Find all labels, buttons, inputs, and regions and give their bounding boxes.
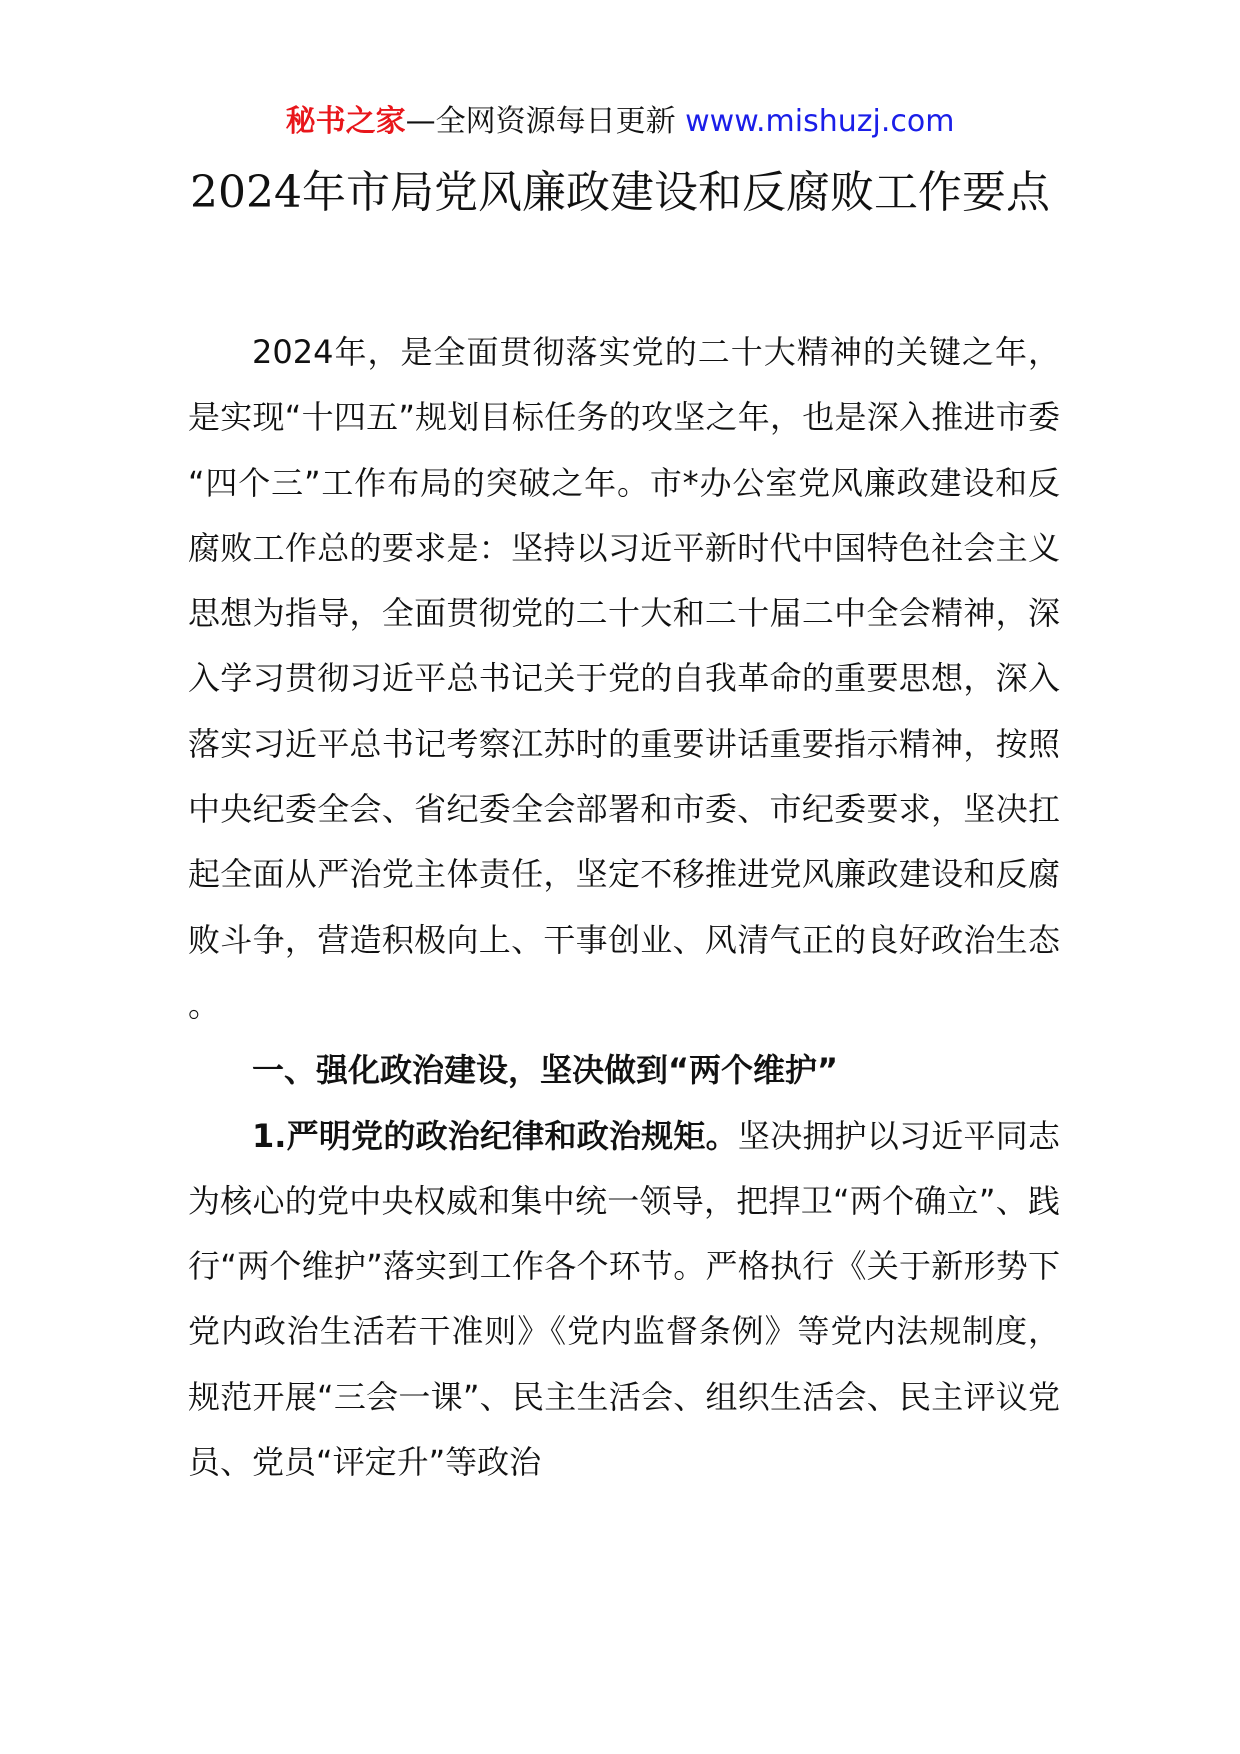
section-heading: 一、强化政治建设，坚决做到“两个维护”	[252, 1051, 839, 1090]
intro-paragraph: 2024年，是全面贯彻落实党的二十大精神的关键之年，是实现“十四五”规划目标任务的攻坚之年，也是深入推进市委“四个三”工作布局的突破之年。市*办公室党风廉政建设和反腐败工作总的要求是：坚持以习近平新时代中国特色社会主义思想为指导，全面贯彻党的二十大和二十届二中全会精神，深入学习贯彻习近平总书记关于党的自我革命的重要思想，深入落实习近平总书记考察江苏时的重要讲话重要指示精神，按照中央纪委全会、省纪委全会部署和市委、市纪委要求，坚决扛起全面从严治党主体责任，坚定不移推进党风廉政建设和反腐败斗争，营造积极向上、干事创业、风清气正的良好政治生态。	[188, 333, 1060, 1024]
document-body	[188, 320, 1060, 1495]
title-text: 年市局党风廉政建设和反腐败工作要点	[301, 167, 1050, 218]
item-lead: 1.严明党的政治纪律和政治规矩。	[252, 1116, 738, 1155]
header-slogan: —全网资源每日更新	[405, 104, 676, 139]
item-text: 坚决拥护以习近平同志为核心的党中央权威和集中统一领导，把捍卫“两个确立”、践行“两个维护”落实到工作各个环节。严格执行《关于新形势下党内政治生活若干准则》《党内监督条例》等党内法规制度，规范开展“三会一课”、民主生活会、组织生活会、民主评议党员、党员“评定升”等政治	[188, 1116, 1060, 1482]
site-url-link[interactable]: www.mishuzj.com	[685, 104, 955, 139]
item-paragraph	[188, 1104, 1060, 1496]
watermark-header	[0, 100, 1240, 144]
document-title	[180, 160, 1060, 226]
title-year: 2024	[190, 167, 302, 218]
brand-name: 秘书之家	[285, 104, 406, 139]
